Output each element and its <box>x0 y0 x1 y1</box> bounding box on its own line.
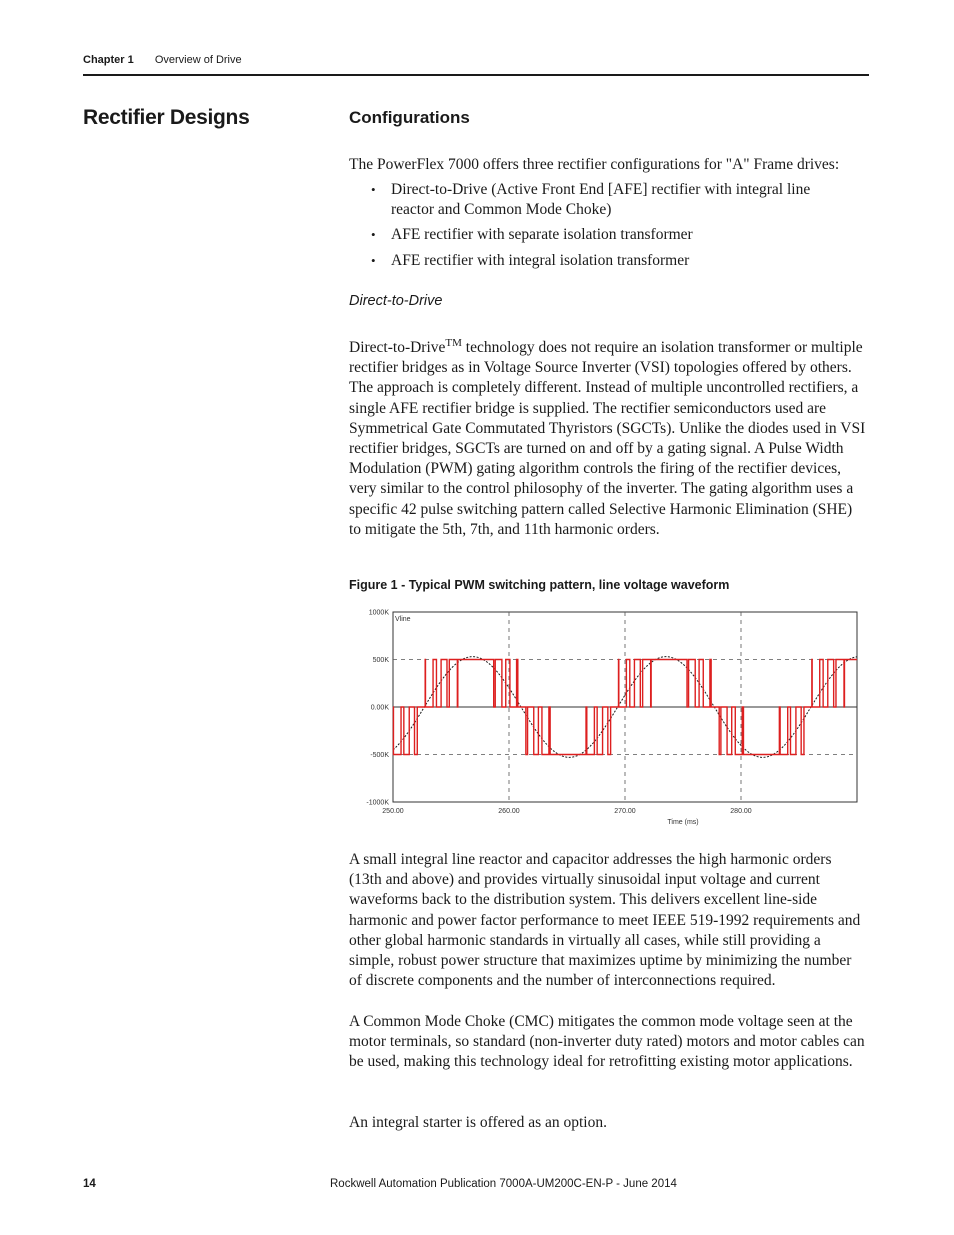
direct-to-drive-paragraph <box>349 338 867 540</box>
side-heading: Rectifier Designs <box>83 106 250 129</box>
harmonics-paragraph: A small integral line reactor and capacitor addresses the high harmonic orders (13th and above) and provides virtually sinusoidal input voltage and current waveforms back to the distribution system. This delivers excellent line-side harmonic and power factor performance to meet IEEE 519-1992 requirements and other global harmonic standards in virtually all cases, while still providing a simple, robust power structure that maximizes uptime by minimizing the number of discrete components and the number of interconnections required. <box>349 851 861 990</box>
trademark-mark: TM <box>445 336 462 349</box>
running-header <box>83 54 242 66</box>
header-rule <box>83 74 869 76</box>
x-tick-label: 250.00 <box>382 808 404 815</box>
chapter-section-label: Overview of Drive <box>154 54 242 66</box>
intro-paragraph: The PowerFlex 7000 offers three rectifier configurations for "A" Frame drives: <box>349 156 840 173</box>
cmc-paragraph: A Common Mode Choke (CMC) mitigates the common mode voltage seen at the motor terminals, so standard (non-inverter duty rated) motors and motor cables can be used, making this technology ideal for retrofitting existing motor applications. <box>349 1013 865 1071</box>
pwm-waveform-chart <box>349 600 869 835</box>
list-item: • AFE rectifier with separate isolation transformer <box>349 225 849 245</box>
para-body: technology does not require an isolation transformer or multiple rectifier bridges as in Voltage Source Inverter (VSI) topologies offered by others. The approach is completely different. Instead of multiple uncontrolled rectifiers, a single AFE rectifier bridge is supplied. The rectifier semiconductors used are Symmetrical Gate Commutated Thyristors (SGCTs). Unlike the diodes used in VSI rectifier bridges, SGCTs are turned on and off by a gating signal. A Pulse Width Modulation (PWM) gating algorithm controls the firing of the rectifier devices, very similar to the control philosophy of the inverter. The gating algorithm uses a specific 42 pulse switching pattern called Selective Harmonic Elimination (SHE) to mitigate the 5th, 7th, and 11th harmonic orders. <box>349 339 866 538</box>
list-item: • Direct-to-Drive (Active Front End [AFE] rectifier with integral line reactor and Common Mode Choke) <box>349 180 849 220</box>
subheading: Direct-to-Drive <box>349 293 443 309</box>
tick-labels <box>366 610 751 816</box>
y-tick-label: 0.00K <box>370 704 389 712</box>
x-tick-label: 270.00 <box>614 808 636 815</box>
y-axis-label: Vline <box>395 616 411 623</box>
starter-paragraph: An integral starter is offered as an option. <box>349 1114 607 1131</box>
chart-svg <box>349 600 869 835</box>
chapter-label: Chapter 1 <box>83 54 134 66</box>
y-tick-label: 500K <box>372 657 389 664</box>
y-tick-label: 1000K <box>368 609 389 617</box>
configuration-list <box>349 180 849 276</box>
x-tick-label: 260.00 <box>498 808 520 815</box>
y-tick-label: -1000K <box>366 799 389 807</box>
y-tick-label: -500K <box>370 752 389 759</box>
page-number: 14 <box>83 1178 96 1190</box>
publication-info: Rockwell Automation Publication 7000A-UM200C-EN-P - June 2014 <box>330 1178 677 1190</box>
list-item: • AFE rectifier with integral isolation transformer <box>349 251 849 271</box>
section-title: Configurations <box>349 108 470 127</box>
x-axis-label: Time (ms) <box>667 819 699 826</box>
x-tick-label: 280.00 <box>730 808 752 815</box>
para-lead: Direct-to-Drive <box>349 339 446 356</box>
figure-caption: Figure 1 - Typical PWM switching pattern, line voltage waveform <box>349 578 730 592</box>
